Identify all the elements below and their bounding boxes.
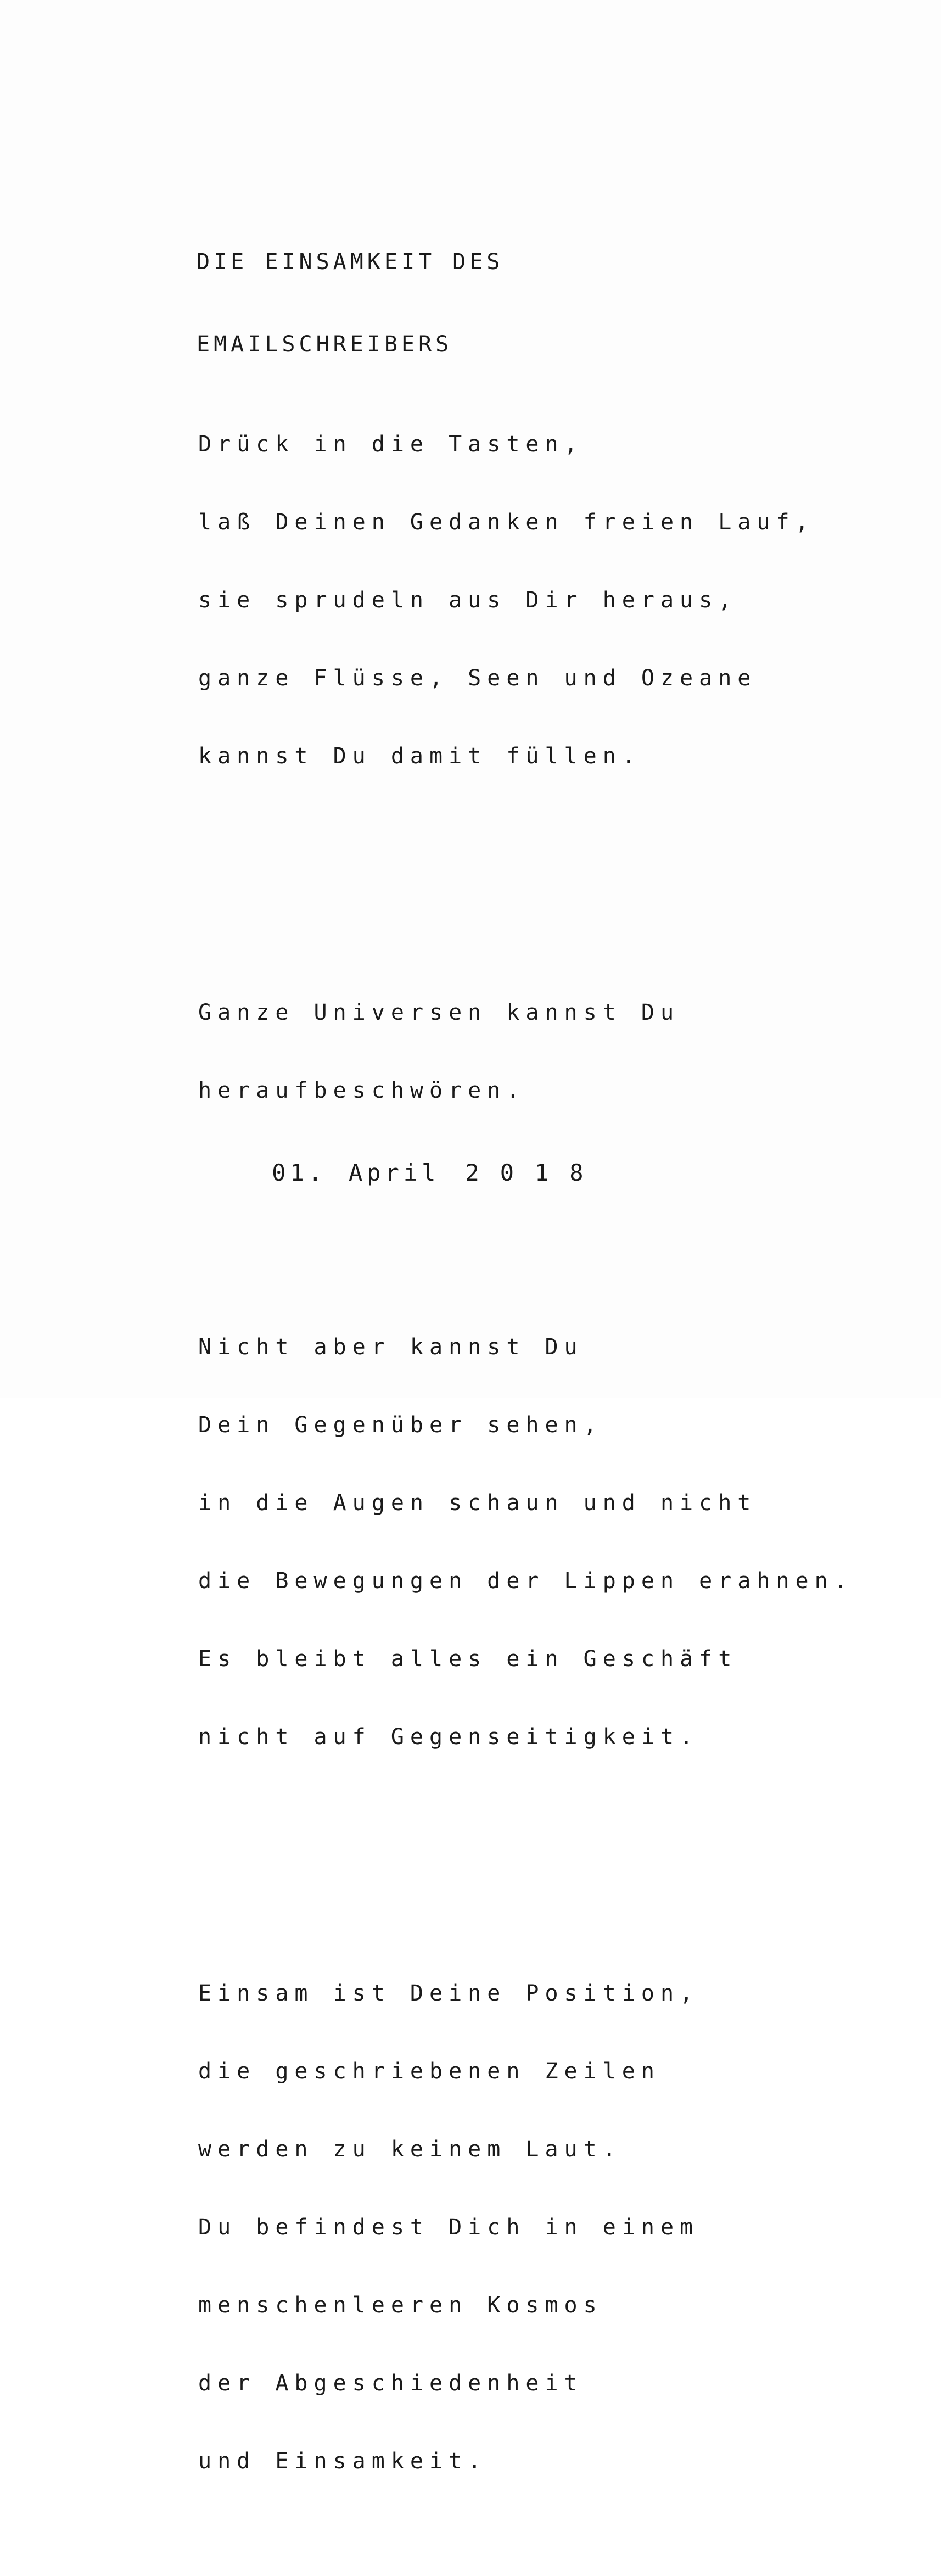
poem-line: die geschriebenen Zeilen	[198, 2059, 660, 2084]
date-line	[199, 1127, 604, 1219]
date-year: 2018	[465, 1159, 604, 1186]
stanza	[198, 1929, 853, 2525]
poem-line: in die Augen schaun und nicht	[198, 1490, 757, 1516]
poem-line: Es bleibt alles ein Geschäft	[198, 1646, 738, 1672]
poem-line: laß Deinen Gedanken freien Lauf,	[198, 510, 815, 535]
poem-line: Drück in die Tasten,	[198, 432, 584, 457]
poem-line: kannst Du damit füllen.	[198, 744, 641, 769]
poem-line: heraufbeschwören.	[198, 1078, 526, 1103]
poem-line: Dein Gegenüber sehen,	[198, 1412, 603, 1438]
poem-body	[198, 329, 853, 2576]
poem-line: sie sprudeln aus Dir heraus,	[198, 588, 738, 613]
stanza	[198, 1283, 853, 1801]
poem-line: und Einsamkeit.	[198, 2449, 488, 2474]
date-day: 01.	[272, 1159, 327, 1186]
poem-line: nicht auf Gegenseitigkeit.	[198, 1724, 699, 1750]
poem-line: werden zu keinem Laut.	[198, 2137, 622, 2162]
poem-line: die Bewegungen der Lippen erahnen.	[198, 1568, 853, 1594]
poem-line: Ganze Universen kannst Du	[198, 1000, 680, 1025]
poem-line: der Abgeschiedenheit	[198, 2371, 584, 2396]
stanza	[198, 380, 853, 820]
poem-line: menschenleeren Kosmos	[198, 2293, 603, 2318]
stanza	[198, 948, 853, 1155]
stanza-gap	[198, 871, 853, 898]
poem-title-line: DIE EINSAMKEIT DES	[197, 249, 504, 275]
stanza-gap	[198, 1852, 853, 1879]
date-month: April	[349, 1159, 440, 1186]
poem-line: ganze Flüsse, Seen und Ozeane	[198, 666, 757, 691]
poem-line: Nicht aber kannst Du	[198, 1334, 584, 1360]
poem-title-line: EMAILSCHREIBERS	[197, 332, 453, 357]
poem-line: Einsam ist Deine Position,	[198, 1981, 699, 2006]
poem-line: Du befindest Dich in einem	[198, 2215, 699, 2240]
